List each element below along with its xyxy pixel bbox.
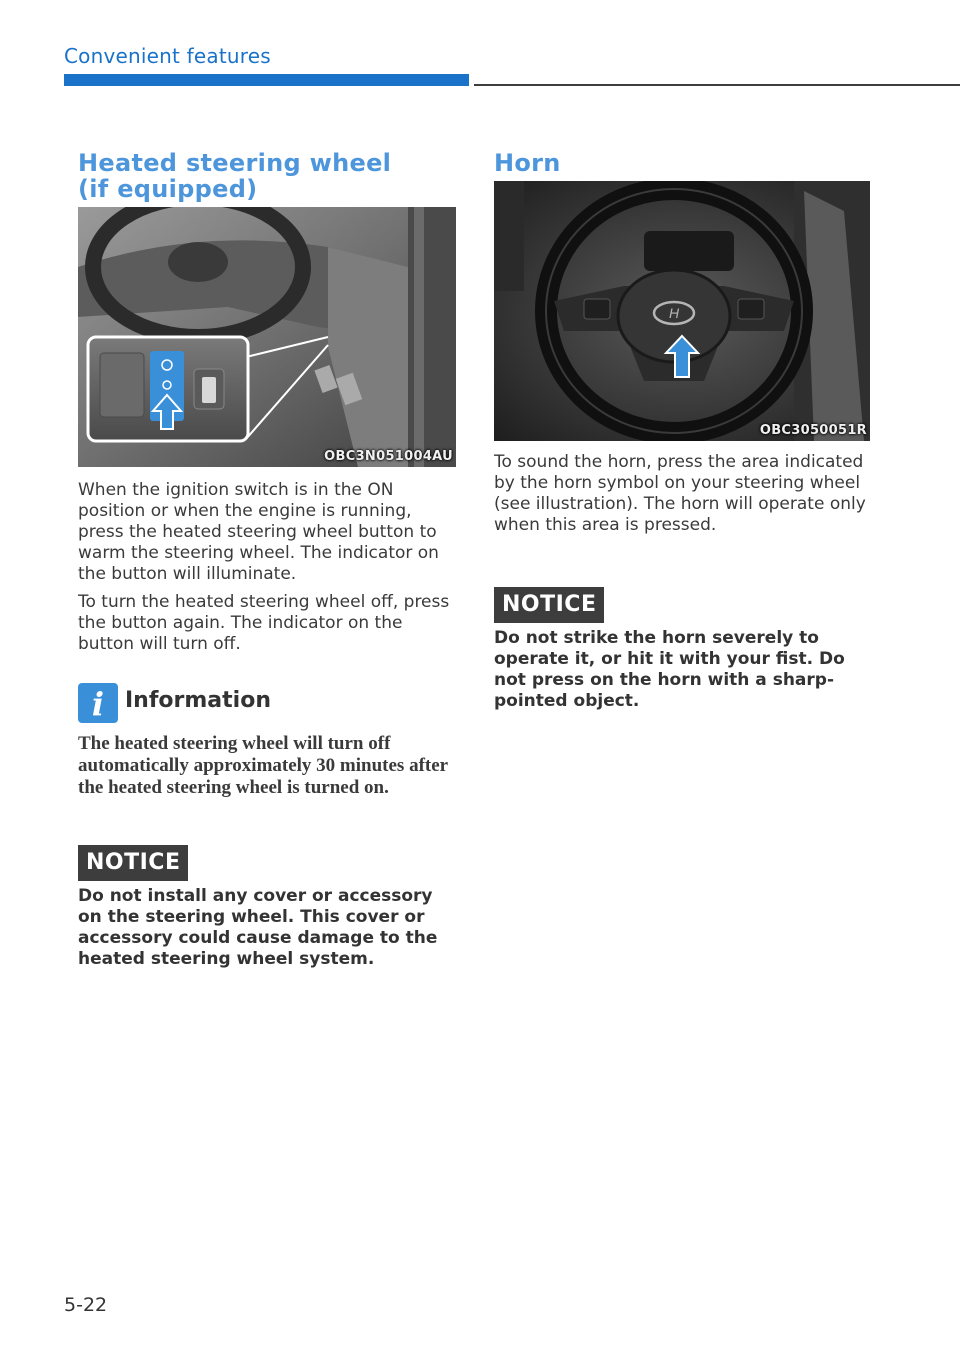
heated-steering-illustration xyxy=(78,207,456,467)
figure-code: OBC3050051R xyxy=(759,423,867,438)
information-text: The heated steering wheel will turn off automatically approximately 30 minutes after the heated steering wheel is turned on. xyxy=(78,733,448,798)
section-title-heated-steering xyxy=(78,150,458,202)
svg-text:H: H xyxy=(668,305,680,321)
horn-figure xyxy=(494,181,870,441)
heated-steering-paragraph-2: To turn the heated steering wheel off, press the button again. The indicator on the button will turn off. xyxy=(78,592,450,654)
horn-paragraph-1: To sound the horn, press the area indicated by the horn symbol on your steering wheel (see illustration). The horn will operate only when this area is pressed. xyxy=(494,452,866,535)
notice-badge: NOTICE xyxy=(494,587,604,623)
section-title-line1: Heated steering wheel xyxy=(78,149,392,177)
section-title-line2: (if equipped) xyxy=(78,175,258,203)
header-accent-bar xyxy=(64,74,469,86)
notice-text: Do not install any cover or accessory on the steering wheel. This cover or accessory could cause damage to the heated steering wheel system. xyxy=(78,886,438,969)
heated-steering-paragraph-1: When the ignition switch is in the ON position or when the engine is running, press the heated steering wheel button to warm the steering wheel. The indicator on the button will illuminate. xyxy=(78,480,439,584)
information-icon: i xyxy=(78,683,118,723)
section-title-horn: Horn xyxy=(494,149,561,177)
header-rule xyxy=(474,84,960,86)
page-number: 5-22 xyxy=(64,1294,108,1316)
horn-illustration xyxy=(494,181,870,441)
notice-text: Do not strike the horn severely to operate it, or hit it with your fist. Do not press on the horn with a sharp-pointed object. xyxy=(494,628,845,711)
heated-steering-figure xyxy=(78,207,456,467)
header-title: Convenient features xyxy=(64,44,271,68)
information-title: Information xyxy=(125,688,271,713)
figure-code: OBC3N051004AU xyxy=(324,449,453,464)
notice-badge: NOTICE xyxy=(78,845,188,881)
